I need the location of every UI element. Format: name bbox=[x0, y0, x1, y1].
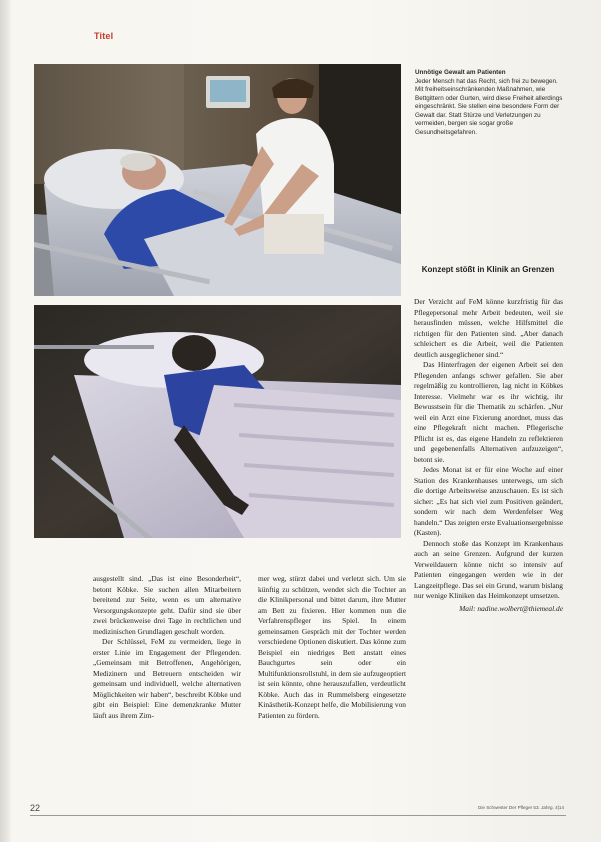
photo-caption bbox=[415, 69, 563, 137]
text-column-middle bbox=[258, 574, 406, 812]
photo-nurse-with-patient bbox=[34, 64, 401, 296]
page-number: 22 bbox=[30, 803, 41, 813]
paragraph: mer weg, stürzt dabei und verletzt sich. Um sie künftig zu schützen, wendet sich die Tochter an die Klinikpersonal und bittet darum, ihre Mutter am Bett zu fixieren. Hier kommen nun die Verfahrenspfleger ins Spiel. In einem gemeinsamen Gespräch mit der Tochter werden verschiedene Optionen diskutiert. Das könne zum Beispiel ein niedriges Bett anstatt eines Bauchgurtes sein oder ein Multifunktionsrollstuhl, in dem sie aufzugeoptiert ist sein könnte, ohne herauszufallen, verdeutlicht Köbke. Auch das in Rummelsberg eingesetzte Kinästhetik-Konzept helfe, die Mobilisierung von Patienten zu fördern. bbox=[258, 574, 406, 720]
paragraph: Jedes Monat ist er für eine Woche auf einer Station des Krankenhauses unterwegs, um sich die dortige Arbeitsweise anzuschauen. Es ist sich sicher: „Es hat sich viel zum Positiven geändert, sondern wir nach dem Werdenfelser Weg handeln.“ Das zeigten erste Evaluationsergebnisse (Kasten). bbox=[414, 465, 563, 537]
photo-nurse-with-patient-image bbox=[34, 64, 401, 296]
page-gutter-shadow bbox=[0, 0, 10, 842]
text-column-left bbox=[93, 574, 241, 812]
photo-patient-in-bed-image bbox=[34, 305, 401, 538]
photo-patient-in-bed bbox=[34, 305, 401, 538]
paragraph: Der Schlüssel, FeM zu vermeiden, liege in erster Linie im Engagement der Pflegenden. „Gemeinsam mit Betroffenen, Angehörigen, Medizinern und Betreuern entscheiden wir gemeinsam und individuell, welche alternativen Möglichkeiten wir haben“, beschreibt Köbke und gibt ein Beispiel: Eine demenzkranke Mutter läuft aus ihrem Zim- bbox=[93, 637, 241, 720]
paragraph: ausgestellt sind. „Das ist eine Besonderheit“, betont Köbke. Sie suchen allen Mitarbeitern bereitend zur Seite, wenn es um alternative Versorgungskonzepte geht. Dafür sind sie über zwei brückenweise drei Tage in rechtlichen und medizinischen Grundlagen geschult worden. bbox=[93, 574, 241, 636]
paragraph: Das Hinterfragen der eigenen Arbeit sei den Pflegenden anfangs schwer gefallen. Sie aber regelmäßig zu kontrollieren, lag nicht in Köbkes Interesse. Vielmehr war es ihr wichtig, ihr Bewusstsein für die Thematik zu schärfen. „Nur weil ein Arzt eine Fixierung anordnet, muss das eine Pflegekraft nicht machen. Pflegerische Pflicht ist es, das eigene Handeln zu reflektieren und gegebenenfalls Alternativen aufzuzeigen“, betont sie. bbox=[414, 360, 563, 464]
text-column-right bbox=[414, 297, 563, 817]
paragraph: Der Verzicht auf FeM könne kurzfristig für das Pflegepersonal mehr Arbeit bedeuten, weil sie herausfinden müssen, welche Hilfsmittel die richtigen für den Patienten sind. „Aber danach schleichert es die Arbeit, weil die Patienten deutlich ausgeglichener sind.“ bbox=[414, 297, 563, 359]
caption-title: Unnötige Gewalt am Patienten bbox=[415, 69, 506, 76]
author-email: Mail: nadine.wolbert@thiemeal.de bbox=[459, 603, 563, 613]
paragraph: Dennoch stoße das Konzept im Krankenhaus auch an seine Grenzen. Aufgrund der kurzen Verweildauern könne nicht so intensiv auf Patienten eingegangen werden wie in der Langzeitpflege. Das sei ein Grund, warum bislang nur wenige Kliniken das Heimkonzept umsetzen. bbox=[414, 538, 563, 600]
footer-rule bbox=[30, 815, 566, 816]
section-tag: Titel bbox=[94, 31, 114, 41]
subheading: Konzept stößt in Klinik an Grenzen bbox=[421, 265, 555, 274]
journal-footer: Die Schwester Der Pfleger 53. Jahrg. 4|14 bbox=[478, 805, 564, 810]
caption-text: Jeder Mensch hat das Recht, sich frei zu bewegen. Mit freiheitseinschränkenden Maßnahmen, wie Bettgittern oder Gurten, wird diese Freiheit allerdings eingeschränkt. Sie stellen eine besondere Form der Gewalt dar. Statt Stürze und Verletzungen zu vermeiden, bergen sie sogar große Gesundheitsgefahren. bbox=[415, 77, 563, 136]
